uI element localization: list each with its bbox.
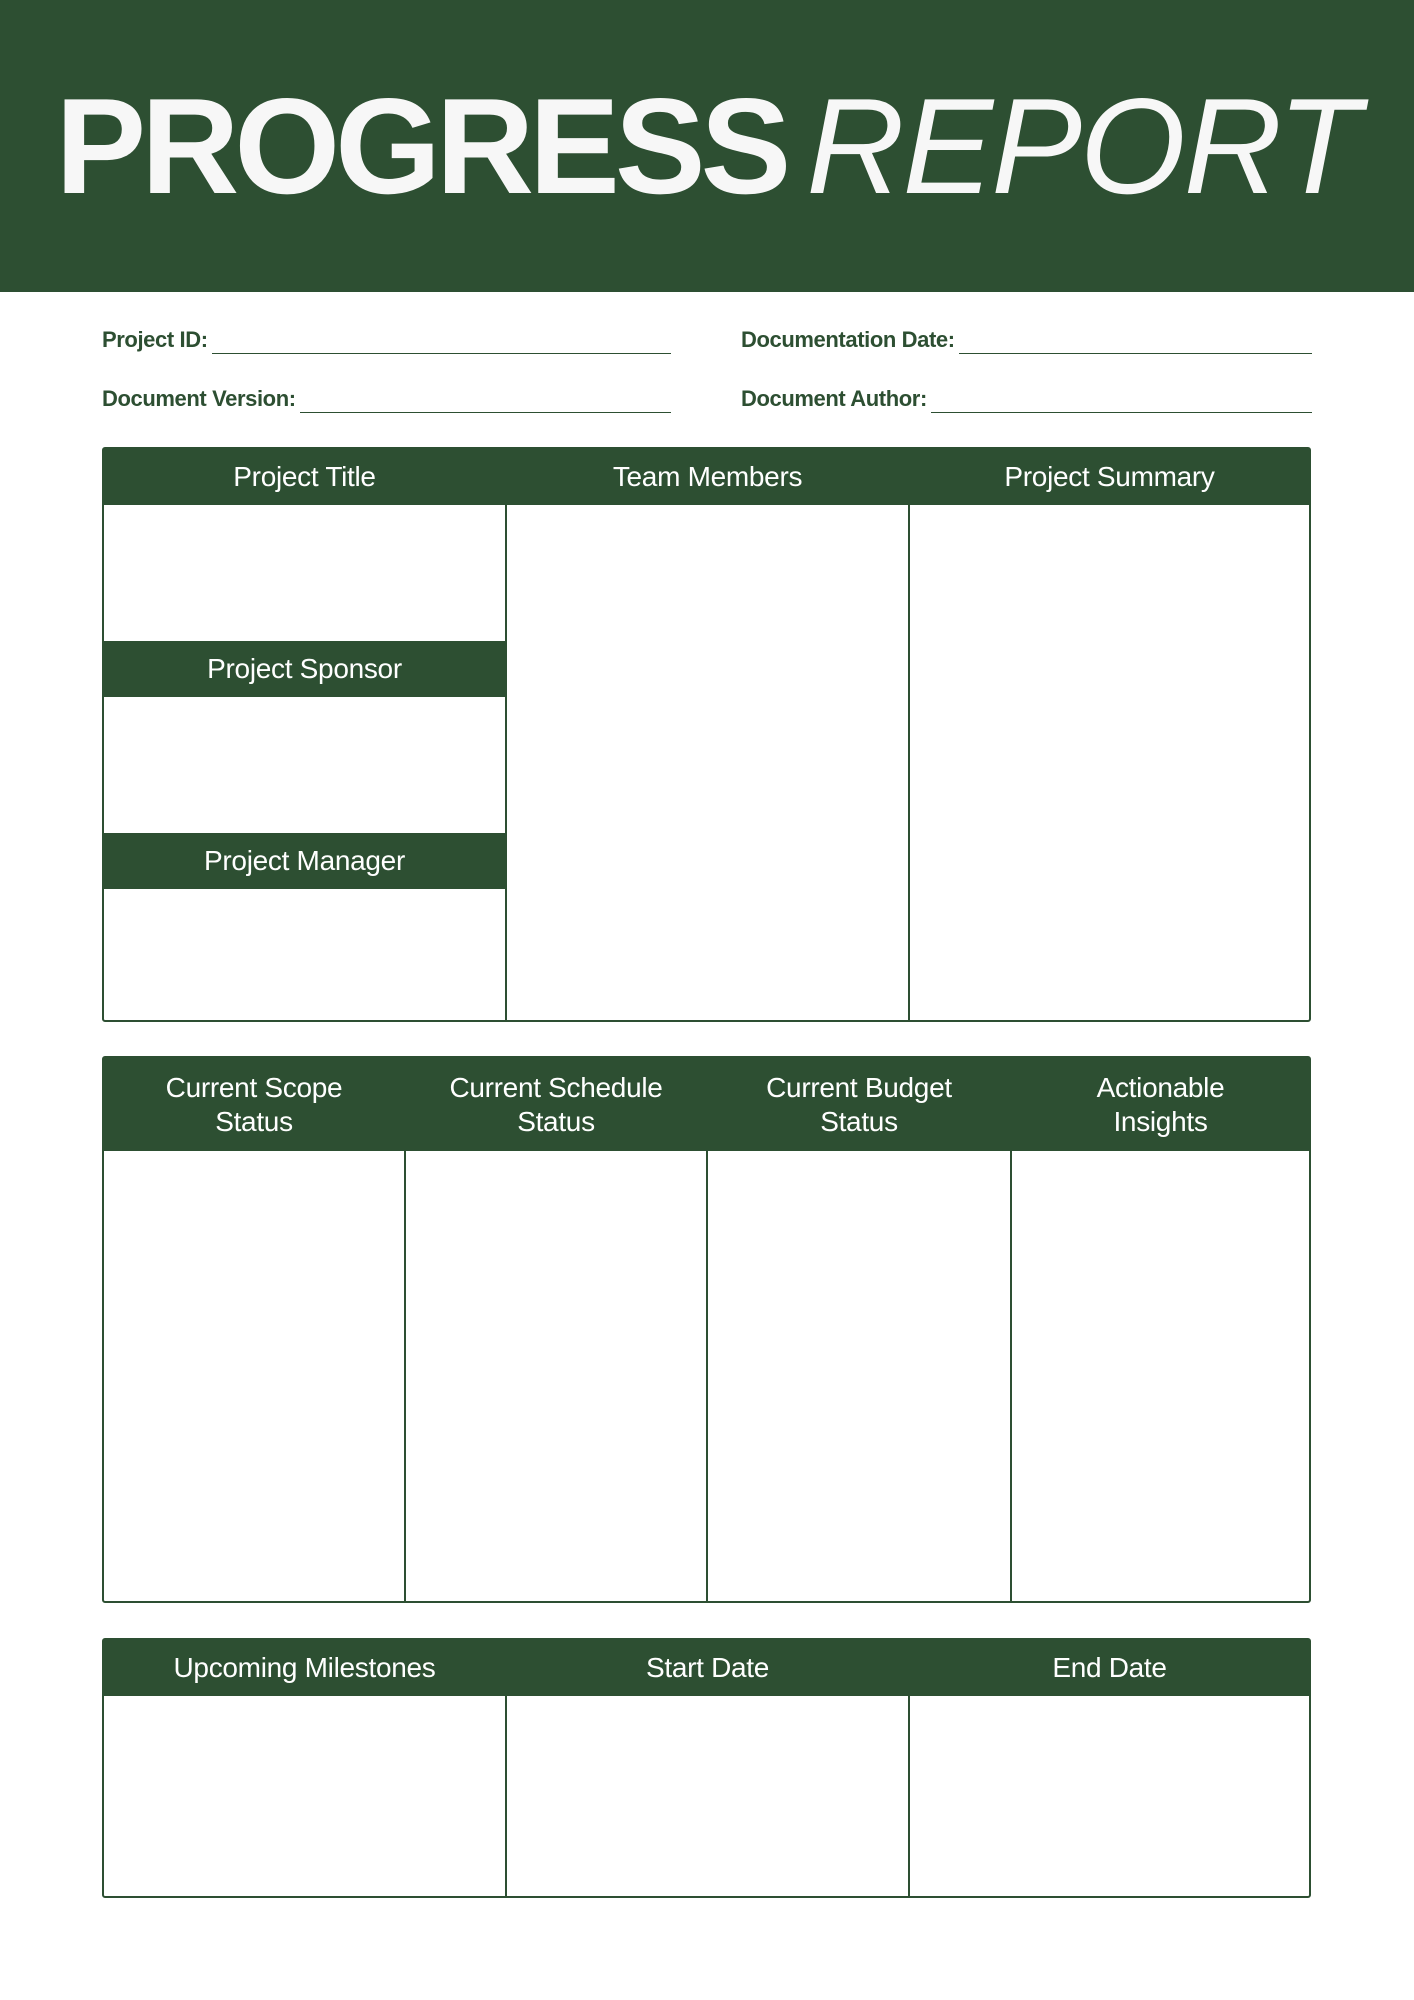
document-version-input-line[interactable] — [300, 389, 671, 413]
document-version-field[interactable] — [102, 373, 671, 413]
scope-status-header — [104, 1058, 404, 1151]
milestones-table — [102, 1638, 1311, 1898]
document-author-input-line[interactable] — [931, 389, 1312, 413]
scope-status-cell[interactable] — [104, 1151, 404, 1601]
start-date-cell[interactable] — [507, 1696, 908, 1896]
document-author-label: Document Author: — [741, 386, 927, 411]
schedule-status-cell[interactable] — [406, 1151, 706, 1601]
actionable-insights-header — [1012, 1058, 1309, 1151]
project-id-label: Project ID: — [102, 327, 208, 352]
schedule-status-label: Current Schedule Status — [449, 1071, 663, 1137]
end-date-header: End Date — [910, 1640, 1309, 1696]
header-banner — [0, 0, 1414, 292]
scope-status-label: Current Scope Status — [165, 1071, 343, 1137]
team-members-header: Team Members — [507, 449, 908, 505]
status-table — [102, 1056, 1311, 1603]
project-manager-header: Project Manager — [104, 833, 505, 889]
title-bold: PROGRESS — [55, 70, 787, 222]
project-sponsor-cell[interactable] — [104, 697, 505, 833]
budget-status-header — [708, 1058, 1010, 1151]
document-version-label: Document Version: — [102, 386, 296, 411]
project-id-field[interactable] — [102, 314, 671, 354]
page-title — [0, 70, 1414, 222]
documentation-date-input-line[interactable] — [959, 330, 1312, 354]
budget-status-label: Current Budget Status — [766, 1071, 952, 1137]
documentation-date-field[interactable] — [741, 314, 1312, 354]
title-italic: REPORT — [806, 70, 1359, 222]
project-id-input-line[interactable] — [212, 330, 671, 354]
project-sponsor-header: Project Sponsor — [104, 641, 505, 697]
project-info-table — [102, 447, 1311, 1022]
document-author-field[interactable] — [741, 373, 1312, 413]
start-date-header: Start Date — [507, 1640, 908, 1696]
actionable-insights-cell[interactable] — [1012, 1151, 1309, 1601]
upcoming-milestones-header: Upcoming Milestones — [104, 1640, 505, 1696]
documentation-date-label: Documentation Date: — [741, 327, 955, 352]
schedule-status-header — [406, 1058, 706, 1151]
actionable-insights-label: Actionable Insights — [1096, 1071, 1225, 1137]
project-manager-cell[interactable] — [104, 889, 505, 1020]
project-title-header: Project Title — [104, 449, 505, 505]
project-summary-cell[interactable] — [910, 505, 1309, 1020]
budget-status-cell[interactable] — [708, 1151, 1010, 1601]
end-date-cell[interactable] — [910, 1696, 1309, 1896]
project-summary-header: Project Summary — [910, 449, 1309, 505]
team-members-cell[interactable] — [507, 505, 908, 1020]
upcoming-milestones-cell[interactable] — [104, 1696, 505, 1896]
project-title-cell[interactable] — [104, 505, 505, 641]
